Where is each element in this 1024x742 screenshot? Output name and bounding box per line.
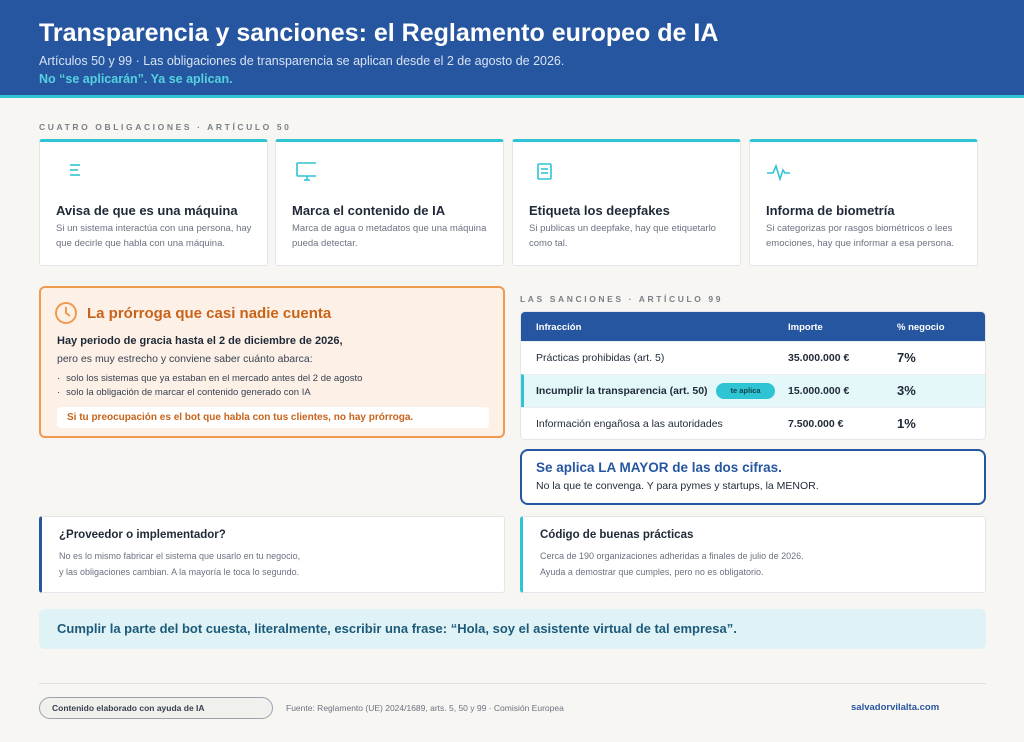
ai-disclaimer-pill: Contenido elaborado con ayuda de IA (39, 697, 273, 719)
header-banner (0, 0, 1024, 98)
percent-cell: 3% (897, 383, 916, 398)
quote-text: Cumplir la parte del bot cuesta, literalmente, escribir una frase: “Hola, soy el asistente virtual de tal empresa”. (57, 621, 737, 636)
heartbeat-icon (766, 160, 790, 182)
mayor-subtext: No la que te convenga. Y para pymes y startups, la MENOR. (536, 480, 819, 492)
proveedor-line: No es lo mismo fabricar el sistema que usarlo en tu negocio, (59, 551, 301, 561)
table-row-highlighted (521, 374, 986, 407)
infraction-cell: Prácticas prohibidas (art. 5) (536, 352, 665, 364)
table-row (521, 407, 986, 440)
page-title: Transparencia y sanciones: el Reglamento europeo de IA (39, 19, 719, 47)
amount-cell: 15.000.000 € (788, 385, 850, 397)
proveedor-title: ¿Proveedor o implementador? (59, 529, 226, 541)
percent-cell: 1% (897, 416, 916, 431)
codigo-title: Código de buenas prácticas (540, 529, 694, 541)
obligation-description: Si categorizas por rasgos biométricos o lees emociones, hay que informar a esa persona. (766, 223, 954, 249)
sanctions-table (520, 311, 986, 440)
proveedor-text (59, 548, 300, 580)
footer-divider (39, 683, 986, 684)
column-header-infraction: Infracción (536, 322, 582, 333)
obligation-card (749, 139, 978, 266)
obligation-title: Etiqueta los deepfakes (529, 203, 670, 218)
codigo-line: Ayuda a demostrar que cumples, pero no es obligatorio. (540, 567, 764, 577)
prorroga-bullet-list (57, 372, 362, 400)
clock-icon (54, 301, 78, 325)
codigo-card (520, 516, 986, 593)
obligation-description: Marca de agua o metadatos que una máquina pueda detectar. (292, 223, 487, 249)
obligation-title: Marca el contenido de IA (292, 203, 446, 218)
obligation-card (512, 139, 741, 266)
te-aplica-badge: te aplica (716, 383, 775, 399)
table-header (521, 312, 986, 341)
column-header-percent: % negocio (897, 322, 945, 333)
infraction-cell: Información engañosa a las autoridades (536, 418, 723, 430)
mayor-title: Se aplica LA MAYOR de las dos cifras. (536, 460, 782, 475)
prorroga-box (39, 286, 505, 438)
proveedor-card (39, 516, 505, 593)
codigo-line: Cerca de 190 organizaciones adheridas a finales de julio de 2026. (540, 551, 804, 561)
obligations-section-label: CUATRO OBLIGACIONES · ARTÍCULO 50 (39, 122, 292, 132)
page-tagline: No “se aplicarán”. Ya se aplican. (39, 72, 233, 86)
page-subtitle: Artículos 50 y 99 · Las obligaciones de transparencia se aplican desde el 2 de agosto de 2026. (39, 54, 565, 68)
proveedor-line: y las obligaciones cambian. A la mayoría le toca lo segundo. (59, 567, 300, 577)
prorroga-note: Si tu preocupación es el bot que habla con tus clientes, no hay prórroga. (57, 407, 489, 428)
document-icon (529, 160, 553, 182)
column-header-amount: Importe (788, 322, 823, 333)
codigo-text (540, 548, 804, 580)
amount-cell: 35.000.000 € (788, 352, 850, 364)
infraction-cell: Incumplir la transparencia (art. 50) (536, 385, 708, 397)
obligation-title: Avisa de que es una máquina (56, 203, 238, 218)
obligation-description: Si un sistema interactúa con una persona, hay que decirle que habla con una máquina. (56, 223, 252, 249)
percent-cell: 7% (897, 350, 916, 365)
source-text: Fuente: Reglamento (UE) 2024/1689, arts. 5, 50 y 99 · Comisión Europea (286, 703, 564, 713)
obligation-description: Si publicas un deepfake, hay que etiquetarlo como tal. (529, 223, 716, 249)
site-link[interactable]: salvadorvilalta.com (851, 702, 940, 713)
monitor-icon (292, 160, 316, 182)
obligation-card (39, 139, 268, 266)
prorroga-subtext: pero es muy estrecho y conviene saber cuánto abarca: (57, 353, 313, 365)
mayor-callout (520, 449, 986, 505)
prorroga-title: La prórroga que casi nadie cuenta (87, 305, 332, 322)
quote-banner (39, 609, 986, 649)
prorroga-bullet: · solo la obligación de marcar el contenido generado con IA (57, 386, 362, 400)
sanctions-section-label: LAS SANCIONES · ARTÍCULO 99 (520, 294, 724, 304)
obligation-title: Informa de biometría (766, 203, 895, 218)
prorroga-bullet: · solo los sistemas que ya estaban en el mercado antes del 2 de agosto (57, 372, 362, 386)
prorroga-lead: Hay periodo de gracia hasta el 2 de diciembre de 2026, (57, 335, 343, 347)
amount-cell: 7.500.000 € (788, 418, 844, 430)
text-lines-icon (56, 160, 80, 182)
obligation-card (275, 139, 504, 266)
table-row (521, 341, 986, 374)
